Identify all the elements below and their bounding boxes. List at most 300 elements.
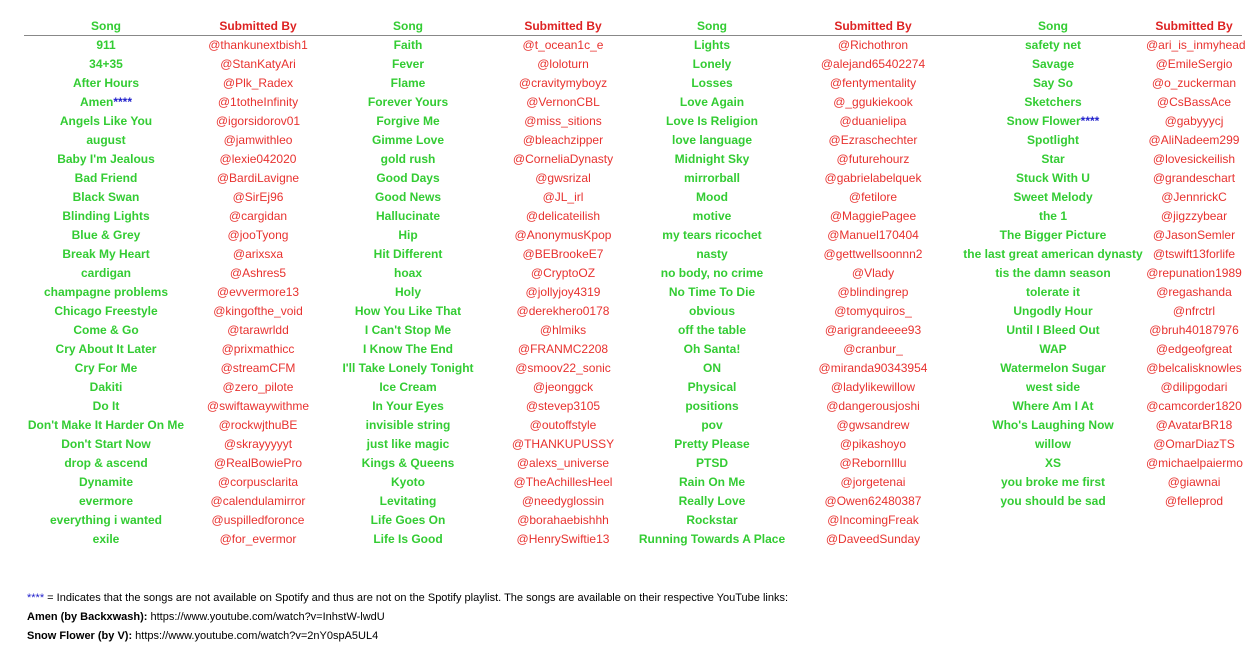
footnote-link-amen: [27, 610, 385, 624]
submitter-handle: @cranbur_: [843, 342, 903, 356]
song-cell: [328, 169, 488, 188]
song-title: Sweet Melody: [1013, 190, 1093, 204]
song-title: Good News: [374, 190, 441, 204]
submitter-cell: [188, 492, 328, 511]
submitter-handle: @futurehourz: [836, 152, 910, 166]
song-cell: [24, 397, 188, 416]
song-title: Losses: [691, 76, 733, 90]
song-cell: [328, 416, 488, 435]
table-row: [24, 169, 1242, 188]
submitter-handle: @alejand65402274: [820, 57, 926, 71]
song-cell: [328, 397, 488, 416]
submissions-table: [24, 18, 1246, 549]
submitter-cell: [188, 150, 328, 169]
song-cell: [328, 131, 488, 150]
submitter-handle: @zero_pilote: [222, 380, 294, 394]
submitter-cell: [1146, 321, 1242, 340]
submitter-handle: @skrayyyyyt: [223, 437, 293, 451]
song-title: Watermelon Sugar: [1000, 361, 1106, 375]
link-label: Snow Flower (by V):: [27, 630, 133, 642]
submitter-cell: [786, 378, 960, 397]
song-title: Love Is Religion: [665, 114, 758, 128]
song-title: Break My Heart: [62, 247, 150, 261]
submitter-handle: @Richothron: [837, 38, 909, 52]
submitter-cell: [1146, 397, 1242, 416]
footnote-link-snow-flower: [27, 629, 378, 643]
song-cell: [638, 283, 786, 302]
table-row: [24, 36, 1246, 55]
submitter-cell: [786, 169, 960, 188]
song-title: tis the damn season: [995, 266, 1111, 280]
song-title: positions: [685, 399, 739, 413]
submitter-handle: @jamwithleo: [223, 133, 293, 147]
song-title: Who's Laughing Now: [992, 418, 1114, 432]
submitter-cell: [1146, 207, 1242, 226]
song-title: obvious: [688, 304, 735, 318]
song-title: Forever Yours: [367, 95, 449, 109]
song-cell: [960, 93, 1146, 112]
submitter-cell: [488, 207, 638, 226]
song-cell: [328, 321, 488, 340]
submitter-handle: @camcorder1820: [1146, 399, 1242, 413]
song-cell: [328, 340, 488, 359]
song-cell: [638, 74, 786, 93]
song-title: you broke me first: [1000, 475, 1106, 489]
song-title: Do It: [92, 399, 120, 413]
submitter-cell: [188, 359, 328, 378]
submitter-handle: @FRANMC2208: [517, 342, 609, 356]
song-cell: [960, 55, 1146, 74]
song-title: evermore: [78, 494, 134, 508]
submitter-cell: [488, 283, 638, 302]
song-cell: [960, 264, 1146, 283]
song-title: Running Towards A Place: [638, 532, 786, 546]
submitter-cell: [488, 150, 638, 169]
submitter-handle: @Ashres5: [229, 266, 287, 280]
song-title: pov: [701, 418, 723, 432]
submitter-handle: @JasonSemler: [1152, 228, 1236, 242]
submitter-cell: [786, 226, 960, 245]
song-title: cardigan: [80, 266, 131, 280]
song-title: no body, no crime: [660, 266, 764, 280]
song-cell: [960, 112, 1146, 131]
song-header: Song: [91, 19, 121, 33]
song-title: Fever: [391, 57, 425, 71]
table-row: [24, 264, 1242, 283]
song-cell: [328, 264, 488, 283]
submitter-handle: @BEBrookeE7: [522, 247, 604, 261]
submitter-cell: [488, 112, 638, 131]
song-cell: [328, 454, 488, 473]
song-cell: [328, 112, 488, 131]
submitter-handle: @miss_sitions: [524, 114, 602, 128]
song-cell: [638, 302, 786, 321]
submitter-handle: @MaggiePagee: [829, 209, 917, 223]
submitter-cell: [1146, 55, 1242, 74]
song-cell: [24, 378, 188, 397]
table-row: [24, 378, 1242, 397]
song-title: drop & ascend: [64, 456, 148, 470]
song-title: Rain On Me: [678, 475, 745, 489]
table-row: [24, 492, 1242, 511]
table-row: [24, 283, 1242, 302]
song-cell: [960, 283, 1146, 302]
submitter-cell: [786, 473, 960, 492]
submitter-handle: @Plk_Radex: [222, 76, 294, 90]
song-title: Lights: [694, 38, 730, 52]
submitter-cell: [188, 530, 328, 549]
submitter-handle: @dilipgodari: [1160, 380, 1228, 394]
submitter-cell: [188, 55, 328, 74]
youtube-link[interactable]: https://www.youtube.com/watch?v=2nY0spA5UL4: [132, 630, 379, 642]
submitter-handle: @gettwellsoonnn2: [823, 247, 923, 261]
submitter-cell: [188, 283, 328, 302]
song-cell: [24, 492, 188, 511]
song-title: my tears ricochet: [662, 228, 762, 242]
submitter-handle: @CryptoOZ: [530, 266, 596, 280]
song-title: the last great american dynasty: [963, 247, 1143, 261]
song-cell: [24, 264, 188, 283]
submitter-handle: @TheAchillesHeel: [513, 475, 613, 489]
table-row: [24, 188, 1242, 207]
submitter-cell: [488, 530, 638, 549]
submitter-handle: @giawnai: [1167, 475, 1221, 489]
song-title: Physical: [687, 380, 737, 394]
song-cell: [24, 131, 188, 150]
song-title: mirrorball: [683, 171, 740, 185]
submitter-handle: @Ezraschechter: [828, 133, 918, 147]
song-title: Ungodly Hour: [1013, 304, 1093, 318]
submitter-handle: @lexie042020: [219, 152, 297, 166]
song-cell: [24, 359, 188, 378]
submitter-cell: [786, 302, 960, 321]
table-row: [24, 340, 1242, 359]
submitter-handle: @bleachzipper: [522, 133, 604, 147]
submitter-handle: @evvermore13: [216, 285, 300, 299]
song-cell: [24, 93, 188, 112]
song-cell: [328, 473, 488, 492]
song-title: Lonely: [692, 57, 732, 71]
submitter-cell: [786, 321, 960, 340]
submitter-cell: [488, 435, 638, 454]
submitter-cell: [786, 188, 960, 207]
submitter-handle: @CorneliaDynasty: [512, 152, 614, 166]
submitter-cell: [188, 435, 328, 454]
submitter-handle: @RealBowiePro: [213, 456, 303, 470]
song-title: invisible string: [365, 418, 451, 432]
submitter-handle: @nfrctrl: [1172, 304, 1216, 318]
song-title: The Bigger Picture: [999, 228, 1107, 242]
submitter-handle: @ladylikewillow: [830, 380, 916, 394]
submitter-cell: [488, 397, 638, 416]
song-cell: [960, 150, 1146, 169]
table-row: [24, 93, 1242, 112]
song-title: Star: [1041, 152, 1065, 166]
submitter-cell: [786, 359, 960, 378]
song-title: just like magic: [366, 437, 450, 451]
submitter-handle: @AliNadeem299: [1148, 133, 1240, 147]
submitter-handle: @gabrielabelquek: [824, 171, 922, 185]
submitter-handle: @jooTyong: [227, 228, 289, 242]
song-cell: [638, 511, 786, 530]
submitter-cell: [786, 245, 960, 264]
submitter-handle: @fentymentality: [829, 76, 917, 90]
song-title: Say So: [1032, 76, 1074, 90]
song-title: Black Swan: [72, 190, 140, 204]
submitter-handle: @VernonCBL: [526, 95, 600, 109]
song-cell: [328, 511, 488, 530]
submitter-cell: [1146, 264, 1242, 283]
song-cell: [638, 150, 786, 169]
submitter-cell: [1146, 492, 1242, 511]
song-cell: [638, 131, 786, 150]
submitter-handle: @AnonymusKpop: [514, 228, 612, 242]
song-cell: [328, 226, 488, 245]
submitter-cell: [188, 454, 328, 473]
submitter-handle: @t_ocean1c_e: [522, 38, 604, 52]
submitter-handle: @arigrandeeee93: [824, 323, 922, 337]
song-title: august: [86, 133, 126, 147]
submitter-handle: @corpusclarita: [217, 475, 299, 489]
submitter-handle: @regashanda: [1156, 285, 1232, 299]
song-cell: [960, 340, 1146, 359]
song-cell: [960, 435, 1146, 454]
submitter-handle: @smoov22_sonic: [515, 361, 611, 375]
song-title: Love Again: [679, 95, 745, 109]
submitter-cell: [1146, 93, 1242, 112]
song-cell: [960, 302, 1146, 321]
song-cell: [960, 169, 1146, 188]
submitter-handle: @gwsrizal: [535, 171, 591, 185]
submitter-cell: [786, 340, 960, 359]
table-row: [24, 112, 1242, 131]
table-row: [24, 473, 1242, 492]
song-cell: [24, 245, 188, 264]
song-title: Cry For Me: [74, 361, 138, 375]
song-cell: [960, 226, 1146, 245]
song-cell: [638, 340, 786, 359]
song-cell: [638, 359, 786, 378]
song-cell: [960, 416, 1146, 435]
song-title: Where Am I At: [1012, 399, 1094, 413]
song-title: Dakiti: [89, 380, 123, 394]
submitter-cell: [1146, 245, 1242, 264]
song-cell: [638, 264, 786, 283]
song-title: WAP: [1039, 342, 1067, 356]
song-title: champagne problems: [43, 285, 169, 299]
submitter-handle: @AvatarBR18: [1155, 418, 1233, 432]
submitter-handle: @cargidan: [228, 209, 288, 223]
submitter-cell: [488, 226, 638, 245]
submitter-cell: [188, 93, 328, 112]
song-cell: [328, 36, 488, 55]
submitter-cell: [786, 530, 960, 549]
song-cell: [960, 511, 1146, 530]
song-title: Flame: [390, 76, 426, 90]
submitter-cell: [488, 321, 638, 340]
song-cell: [328, 283, 488, 302]
song-header: Song: [393, 19, 423, 33]
song-title: Until I Bleed Out: [1006, 323, 1100, 337]
submitter-cell: [1146, 74, 1242, 93]
submitter-cell: [188, 169, 328, 188]
song-cell: [638, 473, 786, 492]
song-cell: [638, 321, 786, 340]
table-row: [24, 245, 1242, 264]
submitted-by-header: Submitted By: [524, 19, 602, 33]
footnote-text: = Indicates that the songs are not available on Spotify and thus are not on the Spotify playlist. The songs are available on their respective YouTube links:: [44, 592, 789, 604]
song-title: Really Love: [678, 494, 746, 508]
song-title: Hallucinate: [375, 209, 441, 223]
song-cell: [24, 188, 188, 207]
table-header-row: [24, 18, 1242, 36]
submitter-handle: @bruh40187976: [1149, 323, 1239, 337]
submitter-cell: [488, 245, 638, 264]
submitter-handle: @thankunextbish1: [208, 38, 308, 52]
submitter-cell: [488, 131, 638, 150]
song-title: Levitating: [379, 494, 437, 508]
submitter-handle: @swiftawaywithme: [206, 399, 310, 413]
submitter-handle: @BardiLavigne: [216, 171, 300, 185]
song-cell: [638, 492, 786, 511]
submitter-cell: [188, 397, 328, 416]
song-cell: [328, 188, 488, 207]
submitter-handle: @tswift13forlife: [1152, 247, 1236, 261]
song-title: How You Like That: [354, 304, 462, 318]
submitter-handle: @derekhero0178: [516, 304, 610, 318]
submitter-cell: [1146, 226, 1242, 245]
song-cell: [24, 150, 188, 169]
submitter-cell: [786, 150, 960, 169]
song-cell: [960, 359, 1146, 378]
submitter-handle: @prixmathicc: [221, 342, 295, 356]
song-title: Forgive Me: [376, 114, 440, 128]
submitter-handle: @JennrickC: [1161, 190, 1227, 204]
submitter-cell: [488, 93, 638, 112]
song-title: Sketchers: [1024, 95, 1082, 109]
song-title: Bad Friend: [74, 171, 138, 185]
song-cell: [328, 93, 488, 112]
song-cell: [24, 454, 188, 473]
song-title: Angels Like You: [59, 114, 153, 128]
song-title: Life Goes On: [370, 513, 446, 527]
song-cell: [24, 207, 188, 226]
table-row: [24, 207, 1242, 226]
song-title: safety net: [1024, 38, 1082, 52]
song-cell: [638, 226, 786, 245]
submitter-handle: @RebornIllu: [839, 456, 907, 470]
submitter-handle: @blindingrep: [837, 285, 909, 299]
submitter-handle: @alexs_universe: [516, 456, 610, 470]
table-row: [24, 511, 1242, 530]
submitter-cell: [188, 207, 328, 226]
song-title: I Can't Stop Me: [364, 323, 452, 337]
submitter-handle: @igorsidorov01: [215, 114, 301, 128]
song-cell: [638, 397, 786, 416]
song-cell: [960, 397, 1146, 416]
song-cell: [960, 245, 1146, 264]
song-cell: [960, 207, 1146, 226]
table-row: [24, 74, 1242, 93]
submitter-handle: @fetilore: [848, 190, 898, 204]
submitter-handle: @needyglossin: [521, 494, 605, 508]
song-title: Kings & Queens: [361, 456, 455, 470]
song-cell: [638, 207, 786, 226]
submitter-handle: @JL_irl: [542, 190, 584, 204]
submitter-handle: @DaveedSunday: [825, 532, 921, 546]
submitter-cell: [1146, 169, 1242, 188]
song-title: Oh Santa!: [683, 342, 741, 356]
song-title: nasty: [696, 247, 728, 261]
song-cell: [638, 55, 786, 74]
submitter-cell: [188, 131, 328, 150]
submitter-cell: [1146, 511, 1242, 530]
submitter-cell: [488, 492, 638, 511]
submitter-cell: [488, 188, 638, 207]
submitter-cell: [786, 492, 960, 511]
submitter-cell: [488, 169, 638, 188]
submitter-handle: @stevep3105: [525, 399, 601, 413]
song-cell: [960, 36, 1146, 55]
song-title: Dynamite: [78, 475, 134, 489]
song-title: Blue & Grey: [71, 228, 141, 242]
song-title: Blinding Lights: [62, 209, 150, 223]
table-row: [24, 530, 1242, 549]
song-title: Savage: [1031, 57, 1075, 71]
song-cell: [960, 530, 1146, 549]
submitter-handle: @loloturn: [537, 57, 589, 71]
song-title: PTSD: [695, 456, 728, 470]
submitter-handle: @arixsxa: [232, 247, 284, 261]
submitter-cell: [786, 454, 960, 473]
submitter-handle: @belcalisknowles: [1146, 361, 1242, 375]
song-cell: [328, 435, 488, 454]
table-row: [24, 150, 1242, 169]
submitter-cell: [1146, 416, 1242, 435]
table-row: [24, 435, 1242, 454]
song-cell: [638, 93, 786, 112]
song-cell: [328, 150, 488, 169]
youtube-link[interactable]: https://www.youtube.com/watch?v=InhstW-lwdU: [147, 611, 385, 623]
submitter-cell: [488, 55, 638, 74]
submitter-cell: [488, 454, 638, 473]
song-title: Hit Different: [373, 247, 443, 261]
submitter-handle: @_ggukiekook: [833, 95, 913, 109]
song-title: Snow Flower: [1006, 114, 1081, 128]
song-title: Don't Start Now: [61, 437, 151, 451]
song-title: Come & Go: [73, 323, 139, 337]
submitter-cell: [786, 283, 960, 302]
table-row: [24, 321, 1242, 340]
submitter-cell: [1146, 530, 1242, 549]
submitter-cell: [488, 36, 638, 55]
submitter-cell: [786, 207, 960, 226]
song-cell: [960, 378, 1146, 397]
song-title: off the table: [678, 323, 746, 337]
song-cell: [328, 74, 488, 93]
song-cell: [960, 74, 1146, 93]
submitter-handle: @delicateilish: [525, 209, 601, 223]
submitter-handle: @outoffstyle: [529, 418, 597, 432]
song-title: tolerate it: [1025, 285, 1080, 299]
song-title: Gimme Love: [371, 133, 445, 147]
song-title: Stuck With U: [1016, 171, 1090, 185]
submitter-handle: @jollyjoy4319: [525, 285, 601, 299]
submitter-handle: @repunation1989: [1146, 266, 1242, 280]
song-title: Ice Cream: [379, 380, 437, 394]
song-title: Midnight Sky: [674, 152, 750, 166]
submitter-cell: [188, 321, 328, 340]
